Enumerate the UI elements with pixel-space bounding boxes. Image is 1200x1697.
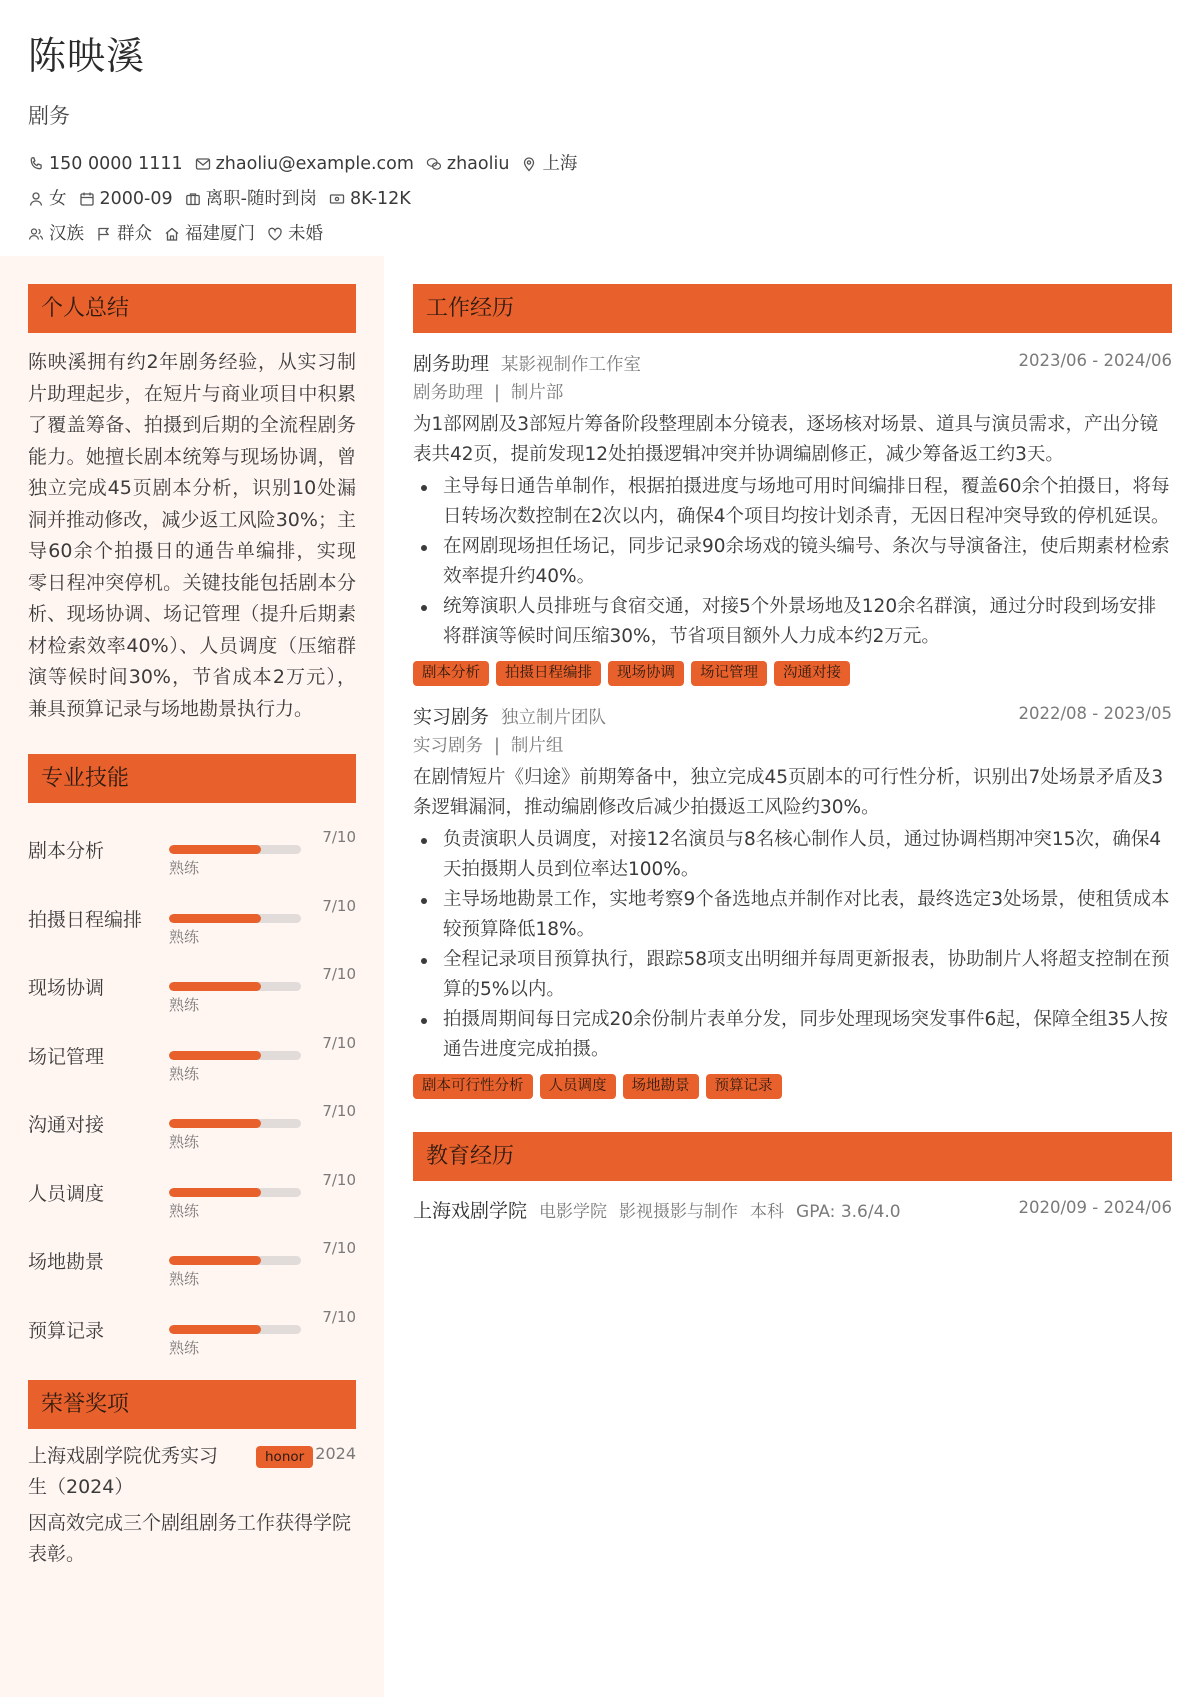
edu-college: 电影学院 — [539, 1202, 608, 1222]
gender-item — [28, 187, 67, 211]
skill-progress-bar — [169, 1051, 301, 1060]
job-header — [413, 349, 1172, 373]
honor-year: 2024 — [315, 1444, 356, 1463]
users-icon — [28, 226, 44, 242]
skill-progress-bar — [169, 1119, 301, 1128]
location-text: 上海 — [542, 154, 578, 174]
email-item — [195, 152, 414, 176]
separator: | — [494, 383, 500, 403]
job-bullets — [413, 825, 1172, 1065]
skill-item — [28, 1164, 356, 1233]
job-position: 实习剧务 — [413, 736, 483, 756]
job-description: 为1部网剧及3部短片筹备阶段整理剧本分镜表，逐场核对场景、道具与演员需求，产出分镜表共42页，提前发现12处拍摄逻辑冲突并协调编剧修正，减少筹备返工约3天。 — [413, 414, 1159, 465]
job-tags — [413, 661, 1172, 686]
skills-list — [28, 821, 356, 1369]
edu-degree: 本科 — [750, 1202, 785, 1222]
hometown-text: 福建厦门 — [185, 224, 255, 244]
job-bullet: 在网剧现场担任场记，同步记录90余场戏的镜头编号、条次与导演备注，使后期素材检索效率提升约40%。 — [413, 532, 1172, 592]
candidate-name: 陈映溪 — [28, 34, 146, 78]
email-icon — [195, 156, 211, 172]
skill-name: 剧本分析 — [28, 840, 105, 862]
skill-name: 拍摄日程编排 — [28, 908, 143, 931]
flag-icon — [96, 226, 112, 242]
skill-level: 熟练 — [169, 1270, 200, 1288]
politics-text: 群众 — [117, 224, 152, 244]
skill-tag: 人员调度 — [540, 1074, 616, 1099]
summary-text: 陈映溪拥有约2年剧务经验，从实习制片助理起步，在短片与商业项目中积累了覆盖筹备、拍摄到后期的全流程剧务能力。她擅长剧本统筹与现场协调，曾独立完成45页剧本分析，识别10处漏洞并推动修改，减少返工风险30%；主导60余个拍摄日的通告单编排，实现零日程冲突停机。关键技能包括剧本分析、现场协调、场记管理（提升后期素材检索效率40%）、人员调度（压缩群演等候时间30%，节省成本2万元），兼具预算记录与场地勘景执行力。 — [28, 351, 356, 720]
skill-level: 熟练 — [169, 1064, 200, 1083]
skill-tag: 拍摄日程编排 — [496, 661, 601, 686]
edu-school: 上海戏剧学院 — [413, 1200, 528, 1222]
skill-item — [28, 890, 356, 959]
skill-item — [28, 958, 356, 1027]
skill-progress-fill — [169, 914, 261, 923]
skill-progress-fill — [169, 1119, 261, 1128]
main-column — [413, 284, 1172, 1222]
job-subtitle — [413, 734, 1172, 758]
skills-section-title: 专业技能 — [28, 754, 356, 803]
skill-name: 场记管理 — [28, 1045, 105, 1068]
skill-tag: 剧本分析 — [413, 661, 489, 686]
skill-score: 7/10 — [322, 1170, 356, 1189]
skill-progress-fill — [169, 1256, 261, 1265]
heart-icon — [267, 226, 283, 242]
skill-tag: 沟通对接 — [774, 661, 850, 686]
work-section-title: 工作经历 — [413, 284, 1172, 333]
education-section-title: 教育经历 — [413, 1132, 1172, 1181]
skill-item — [28, 1095, 356, 1164]
skill-level: 熟练 — [169, 1201, 200, 1220]
skill-progress-bar — [169, 845, 301, 854]
salary-text: 8K-12K — [349, 189, 411, 209]
candidate-role: 剧务 — [28, 104, 70, 128]
personal-row — [28, 187, 1168, 211]
job-bullet: 全程记录项目预算执行，跟踪58项支出明细并每周更新报表，协助制片人将超支控制在预算的5%以内。 — [413, 945, 1172, 1005]
skill-progress-fill — [169, 1051, 261, 1060]
job-description: 在剧情短片《归途》前期筹备中，独立完成45页剧本的可行性分析，识别出7处场景矛盾及3条逻辑漏洞，推动编剧修改后减少拍摄返工风险约30%。 — [413, 767, 1164, 818]
job-title: 实习剧务 — [413, 706, 490, 728]
skill-tag: 场记管理 — [691, 661, 767, 686]
skill-progress-fill — [169, 1325, 261, 1334]
briefcase-icon — [185, 191, 201, 207]
honor-item — [28, 1441, 356, 1503]
skill-progress-bar — [169, 1256, 301, 1265]
calendar-icon — [79, 191, 95, 207]
edu-date: 2020/09 - 2024/06 — [1018, 1198, 1172, 1217]
marital-item — [267, 222, 323, 246]
edu-major: 影视摄影与制作 — [619, 1202, 739, 1222]
education-entry — [413, 1196, 1172, 1222]
skill-level: 熟练 — [169, 927, 200, 946]
skill-progress-bar — [169, 1325, 301, 1334]
ethnicity-text: 汉族 — [49, 224, 84, 244]
phone-item — [28, 152, 183, 176]
skill-tag: 现场协调 — [608, 661, 684, 686]
skill-progress-bar — [169, 982, 301, 991]
contact-row — [28, 152, 1168, 176]
birth-item — [79, 187, 173, 211]
skill-item — [28, 821, 356, 890]
job-bullet: 负责演职人员调度，对接12名演员与8名核心制作人员，通过协调档期冲突15次，确保4天拍摄期人员到位率达100%。 — [413, 825, 1172, 885]
politics-item — [96, 222, 152, 246]
job-department: 制片部 — [510, 383, 564, 403]
job-subtitle — [413, 381, 1172, 405]
sidebar-content — [28, 284, 356, 1570]
skill-level: 熟练 — [169, 996, 200, 1014]
hometown-item — [164, 222, 255, 246]
skill-tag: 剧本可行性分析 — [413, 1074, 533, 1099]
job-entry — [413, 702, 1172, 1099]
honor-title: 上海戏剧学院优秀实习生（2024） — [28, 1445, 219, 1498]
separator: | — [494, 736, 500, 756]
skill-progress-fill — [169, 1188, 261, 1197]
job-bullets — [413, 472, 1172, 652]
job-entry — [413, 349, 1172, 686]
skill-item — [28, 1027, 356, 1096]
summary-section-title: 个人总结 — [28, 284, 356, 333]
job-bullet: 拍摄周期间每日完成20余份制片表单分发，同步处理现场突发事件6起，保障全组35人按通告进度完成拍摄。 — [413, 1005, 1172, 1065]
skill-score: 7/10 — [322, 965, 356, 983]
job-position: 剧务助理 — [413, 383, 483, 403]
ethnicity-item — [28, 222, 84, 246]
money-icon — [329, 191, 345, 207]
resume-header — [28, 30, 1168, 246]
job-department: 制片组 — [510, 736, 564, 756]
sidebar — [0, 256, 384, 1697]
skill-item — [28, 1232, 356, 1301]
skill-progress-bar — [169, 914, 301, 923]
job-tags — [413, 1074, 1172, 1099]
background-row — [28, 222, 1168, 246]
skill-name: 预算记录 — [28, 1319, 105, 1342]
honor-badge: honor — [256, 1446, 313, 1468]
wechat-item — [426, 152, 510, 176]
skill-score: 7/10 — [322, 828, 356, 846]
birth-text: 2000-09 — [99, 189, 173, 209]
skill-item — [28, 1301, 356, 1370]
skill-progress-fill — [169, 982, 261, 991]
skill-level: 熟练 — [169, 1338, 200, 1357]
honors-section-title: 荣誉奖项 — [28, 1380, 356, 1429]
skill-name: 现场协调 — [28, 977, 105, 999]
phone-icon — [28, 156, 44, 172]
job-date: 2022/08 - 2023/05 — [1018, 704, 1172, 723]
job-company: 独立制片团队 — [501, 708, 607, 728]
job-bullet: 统筹演职人员排班与食宿交通，对接5个外景场地及120余名群演，通过分时段到场安排将群演等候时间压缩30%，节省项目额外人力成本约2万元。 — [413, 592, 1172, 652]
skill-score: 7/10 — [322, 1033, 356, 1052]
wechat-icon — [426, 156, 442, 172]
skill-name: 沟通对接 — [28, 1114, 105, 1136]
skill-score: 7/10 — [322, 1307, 356, 1326]
job-bullet: 主导场地勘景工作，实地考察9个备选地点并制作对比表，最终选定3处场景，使租赁成本较预算降低18%。 — [413, 885, 1172, 945]
skill-progress-fill — [169, 845, 261, 854]
skill-level: 熟练 — [169, 859, 200, 877]
skill-progress-bar — [169, 1188, 301, 1197]
skill-tag: 场地勘景 — [623, 1074, 699, 1099]
job-header — [413, 702, 1172, 726]
skill-score: 7/10 — [322, 1239, 356, 1257]
honor-description: 因高效完成三个剧组剧务工作获得学院表彰。 — [28, 1512, 352, 1565]
skill-name: 场地勘景 — [28, 1251, 105, 1273]
job-title: 剧务助理 — [413, 353, 490, 375]
email-text: zhaoliu@example.com — [215, 154, 414, 174]
skill-name: 人员调度 — [28, 1182, 105, 1205]
location-item — [521, 152, 577, 176]
edu-gpa: GPA: 3.6/4.0 — [796, 1202, 901, 1222]
location-pin-icon — [521, 156, 537, 172]
skill-score: 7/10 — [322, 1102, 356, 1120]
job-bullet: 主导每日通告单制作，根据拍摄进度与场地可用时间编排日程，覆盖60余个拍摄日，将每日转场次数控制在2次以内，确保4个项目均按计划杀青，无因日程冲突导致的停机延误。 — [413, 472, 1172, 532]
skill-score: 7/10 — [322, 896, 356, 915]
skill-tag: 预算记录 — [706, 1074, 782, 1099]
skill-level: 熟练 — [169, 1133, 200, 1151]
gender-text: 女 — [49, 189, 67, 209]
user-icon — [28, 191, 44, 207]
status-item — [185, 187, 317, 211]
marital-text: 未婚 — [288, 224, 323, 244]
wechat-text: zhaoliu — [446, 154, 510, 174]
status-text: 离职-随时到岗 — [205, 189, 317, 209]
home-icon — [164, 226, 180, 242]
phone-text: 150 0000 1111 — [49, 154, 183, 174]
job-date: 2023/06 - 2024/06 — [1018, 351, 1172, 370]
job-company: 某影视制作工作室 — [501, 355, 642, 375]
salary-item — [329, 187, 411, 211]
